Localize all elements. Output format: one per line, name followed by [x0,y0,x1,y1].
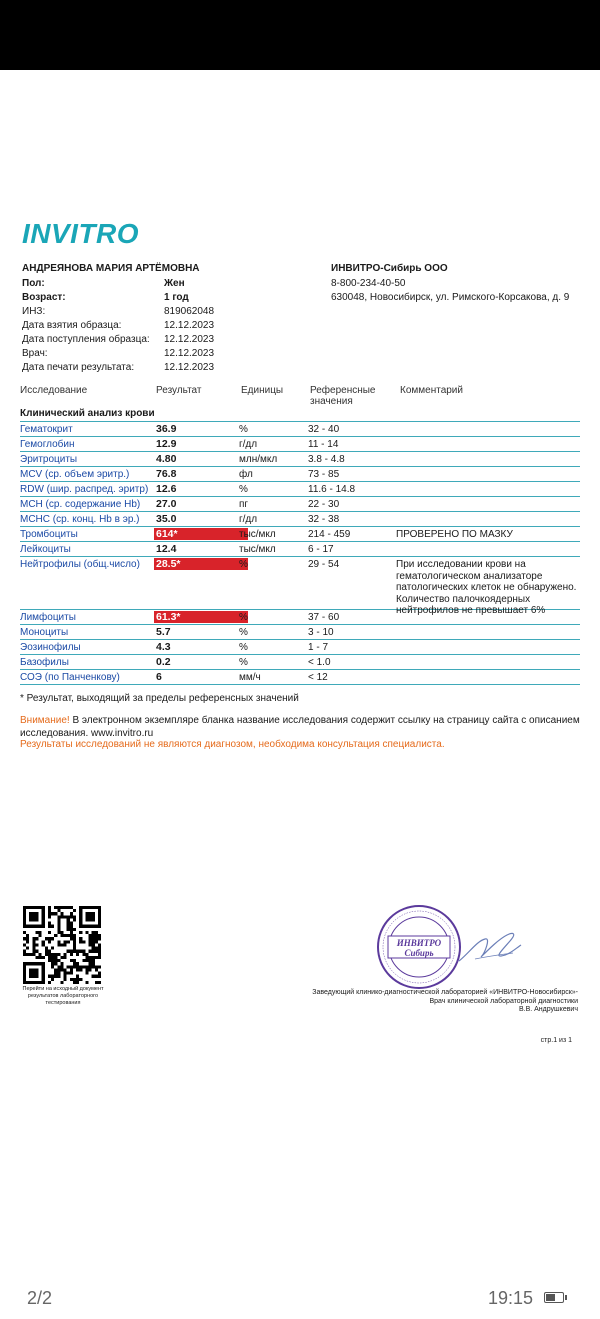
stamp-seal-icon [375,903,463,991]
table-row [20,482,580,497]
patient-info-value: 819062048 [164,306,215,317]
test-name-link[interactable]: Моноциты [20,627,69,638]
test-name-link[interactable]: Гемоглобин [20,439,75,450]
reference-range: 22 - 30 [308,499,340,510]
reference-range: 6 - 17 [308,544,334,555]
header-units: Единицы [241,385,284,396]
viewer-status-bar [0,1280,600,1319]
qr-code-icon[interactable] [23,906,101,984]
comment-text: При исследовании крови на гематологическом анализаторе патологических клеток не обнаружено. Количество палочкоядерных нейтрофилов не превышает 6% [396,559,577,616]
result-value: 12.9 [156,438,177,450]
head-line-1: Заведующий клинико-диагностической лабораторией «ИНВИТРО-Новосибирск»- [312,989,578,996]
header-reference-line1: Референсные [310,385,376,396]
reference-range: 73 - 85 [308,469,340,480]
result-value: 36.9 [156,423,177,435]
patient-info-value: 1 год [164,292,189,303]
head-line-3: В.В. Андрушкевич [518,1006,578,1013]
head-line-2: Врач клинической лабораторной диагностики [429,997,578,1005]
table-row [20,625,580,640]
disclaimer: Результаты исследований не являются диагнозом, необходима консультация специалиста. [20,739,445,750]
test-name-link[interactable]: MCH (ср. содержание Hb) [20,499,141,510]
table-row [20,512,580,527]
lab-address: 630048, Новосибирск, ул. Римского-Корсакова, д. 9 [331,292,570,303]
patient-name: АНДРЕЯНОВА МАРИЯ АРТЁМОВНА [22,263,200,274]
unit-value: % [239,657,248,668]
reference-range: 29 - 54 [308,559,340,570]
unit-value: тыс/мкл [239,529,276,540]
lab-name: ИНВИТРО-Сибирь ООО [331,263,448,274]
patient-info-label: Врач: [22,348,48,359]
stamp-text-top: ИНВИТРО [396,938,442,948]
table-row [20,422,580,437]
top-black-bar [0,0,600,70]
result-value: 12.6 [156,483,177,495]
patient-info-value: 12.12.2023 [164,320,215,331]
header-test: Исследование [20,385,88,396]
lab-phone[interactable]: 8-800-234-40-50 [331,278,406,289]
reference-range: 214 - 459 [308,529,351,540]
unit-value: % [239,484,248,495]
reference-range: 32 - 38 [308,514,340,525]
test-name-link[interactable]: СОЭ (по Панченкову) [20,672,120,683]
patient-info-value: 12.12.2023 [164,334,215,345]
reference-range: < 1.0 [308,657,331,668]
result-value: 4.80 [156,453,177,465]
reference-range: 11 - 14 [308,439,339,450]
unit-value: тыс/мкл [239,544,276,555]
result-value: 5.7 [156,626,171,638]
reference-range: 3 - 10 [308,627,334,638]
result-value: 4.3 [156,641,171,653]
test-name-link[interactable]: Нейтрофилы (общ.число) [20,559,140,570]
test-name-link[interactable]: Базофилы [20,657,69,668]
unit-value: мм/ч [239,672,261,683]
header-reference-line2: значения [310,396,353,407]
warning-note [20,714,585,740]
table-row [20,670,580,685]
result-value: 35.0 [156,513,177,525]
battery-fill [546,1294,555,1301]
patient-info-label: Пол: [22,278,45,289]
patient-info-label: Дата печати результата: [22,362,135,373]
table-row [20,467,580,482]
reference-range: 1 - 7 [308,642,329,653]
result-value: 6 [156,671,162,683]
lab-head-signature-text [218,989,578,1015]
clock: 19:15 [488,1288,534,1308]
reference-range: 32 - 40 [308,424,340,435]
unit-value: % [239,627,248,638]
test-name-link[interactable]: MCV (ср. объем эритр.) [20,469,130,480]
stamp-text-bottom: Сибирь [404,948,434,958]
table-row [20,452,580,467]
reference-range: 11.6 - 14.8 [308,484,356,495]
test-name-link[interactable]: Лимфоциты [20,612,76,623]
unit-value: % [239,424,248,435]
unit-value: млн/мкл [239,454,278,465]
unit-value: г/дл [239,514,258,525]
test-name-link[interactable]: Лейкоциты [20,544,71,555]
table-row [20,557,580,616]
test-name-link[interactable]: Эозинофилы [20,642,81,653]
test-name-link[interactable]: Эритроциты [20,454,78,465]
header-comment: Комментарий [400,385,463,396]
battery-icon [544,1292,564,1303]
test-name-link[interactable]: MCHC (ср. конц. Hb в эр.) [20,514,140,525]
test-name-link[interactable]: RDW (шир. распред. эритр) [20,484,149,495]
signature-icon [455,923,525,973]
reference-range: 37 - 60 [308,612,340,623]
patient-info-label: Дата взятия образца: [22,320,122,331]
table-row [20,655,580,670]
patient-info-label: ИНЗ: [22,306,46,317]
page-indicator[interactable]: 2/2 [27,1288,53,1308]
table-row [20,640,580,655]
result-value: 614* [154,528,248,540]
result-value: 61.3* [154,611,248,623]
reference-range: 3.8 - 4.8 [308,454,345,465]
result-value: 27.0 [156,498,177,510]
comment-text: ПРОВЕРЕНО ПО МАЗКУ [396,529,513,540]
patient-info-value: 12.12.2023 [164,362,215,373]
unit-value: г/дл [239,439,258,450]
patient-info-label: Возраст: [22,292,66,303]
unit-value: фл [239,469,253,480]
page-number: стр.1 из 1 [540,1037,572,1044]
header-reference [310,385,376,407]
table-row [20,497,580,512]
patient-info-value: Жен [164,278,185,289]
warning-text[interactable]: В электронном экземпляре бланка название исследования содержит ссылку на страницу сайта с описанием исследования. www.invitro.ru [20,715,580,739]
section-title: Клинический анализ крови [20,408,155,419]
result-value: 76.8 [156,468,177,480]
test-name-link[interactable]: Гематокрит [20,424,73,435]
result-value: 28.5* [154,558,248,570]
unit-value: % [239,642,248,653]
asterisk-note: * Результат, выходящий за пределы референсных значений [20,693,299,704]
table-row [20,527,580,542]
unit-value: пг [239,499,249,510]
patient-info-value: 12.12.2023 [164,348,215,359]
table-row [20,610,580,625]
result-value: 12.4 [156,543,177,555]
qr-caption: Перейти на исходный документ результатов лабораторного тестирования [22,986,104,1006]
table-row [20,437,580,452]
patient-info-label: Дата поступления образца: [22,334,150,345]
reference-range: < 12 [308,672,328,683]
invitro-logo: INVITRO [22,218,140,249]
table-row [20,542,580,557]
test-name-link[interactable]: Тромбоциты [20,529,78,540]
unit-value: % [239,559,248,570]
unit-value: % [239,612,248,623]
result-value: 0.2 [156,656,171,668]
header-result: Результат [156,385,202,396]
warning-label: Внимание! [20,715,70,726]
